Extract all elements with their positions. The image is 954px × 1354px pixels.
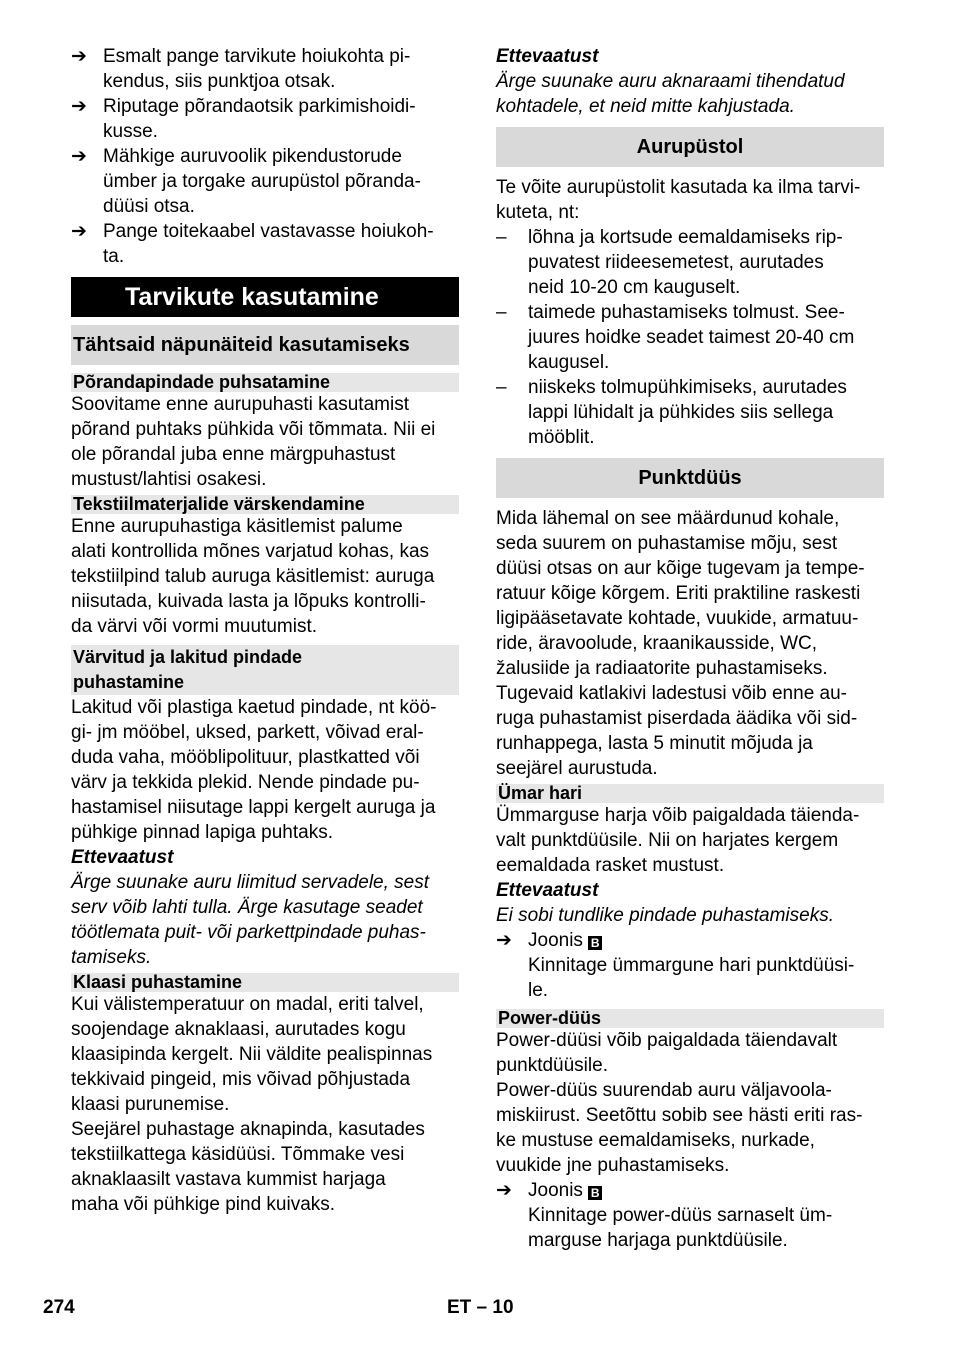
list-item-text: taimede puhastamiseks tolmust. See- juures hoidke seadet taimest 20-40 cm kaugusel. (528, 302, 855, 373)
right-column (496, 44, 884, 1253)
bullet-text: Riputage põrandaotsik parkimishoidi- kusse. (103, 96, 416, 142)
arrow-right-icon: ➔ (496, 1180, 512, 1201)
textile-paragraph: Enne aurupuhastiga käsitlemist palume alati kontrollida mõnes varjatud kohas, kas tekstiilpind talub auruga käsitlemist: auruga niisutada, kuivada lasta ja lõpuks kontrolli- da värvi või vormi muutumist. (71, 516, 435, 637)
painted-paragraph: Lakitud või plastiga kaetud pindade, nt köö- gi- jm mööbel, uksed, parkett, võivad eral- duda vaha, mööblipolituur, plastkatted või värv ja tekkida plekid. Nende pindade pu- hastamisel niisutage lappi kergelt auruga ja pühkige pinnad lapiga puhtaks. (71, 697, 437, 843)
list-item (496, 225, 884, 300)
bullet-text: Esmalt pange tarvikute hoiukohta pi- kendus, siis punktjoa otsak. (103, 46, 411, 92)
section-heading-nozzle: Punktdüüs (496, 458, 884, 498)
brush-paragraph: Ümmarguse harja võib paigaldada täienda- valt punktdüüsile. Nii on harjates kergem eemaldada rasket mustust. (496, 805, 860, 876)
list-item (496, 375, 884, 450)
figure-letter-badge: B (588, 1186, 602, 1200)
caution-label: Ettevaatust (496, 46, 599, 67)
list-item-text: niiskeks tolmupühkimiseks, aurutades lappi lühidalt ja pühkides siis sellega mööblit. (528, 377, 847, 448)
bullet-text: Pange toitekaabel vastavasse hoiukoh- ta. (103, 221, 434, 267)
glass-paragraph-1: Kui välistemperatuur on madal, eriti talvel, soojendage aknaklaasi, aurutades kogu klaasipinda kergelt. Nii väldite pealispinnas tekkivaid pingeid, mis võivad põhjustada klaasi purunemise. (71, 994, 433, 1115)
figure-step (496, 1178, 884, 1253)
caution-label: Ettevaatust (71, 847, 174, 868)
floor-paragraph: Soovitame enne aurupuhasti kasutamist põrand puhtaks pühkida või tõmmata. Nii ei ole põrandal juba enne märgpuhastust mustust/lahtisi osakesi. (71, 394, 436, 490)
subheading-glass: Klaasi puhastamine (71, 973, 459, 992)
dash-icon: – (496, 302, 507, 323)
figure-step (496, 928, 884, 1003)
bullet-item (71, 94, 459, 144)
subheading-textile: Tekstiilmaterjalide värskendamine (71, 495, 459, 514)
subheading-brush: Ümar hari (496, 784, 884, 803)
section-heading: Tähtsaid näpunäiteid kasutamiseks (71, 325, 459, 365)
arrow-right-icon: ➔ (71, 96, 87, 117)
dash-icon: – (496, 227, 507, 248)
bullet-item (71, 44, 459, 94)
arrow-right-icon: ➔ (71, 46, 87, 67)
list-item (496, 300, 884, 375)
bullet-item (71, 144, 459, 219)
figure-letter-badge: B (588, 936, 602, 950)
arrow-right-icon: ➔ (71, 221, 87, 242)
left-column (71, 44, 459, 1217)
pistol-intro: Te võite aurupüstolit kasutada ka ilma tarvi- kuteta, nt: (496, 177, 861, 223)
dash-icon: – (496, 377, 507, 398)
power-paragraph-2: Power-düüs suurendab auru väljavoola- miskiirust. Seetõttu sobib see hästi eriti ras- ke mustuse eemaldamiseks, nurkade, vuukide jne puhastamiseks. (496, 1080, 863, 1176)
figure-reference: Joonis B (528, 928, 884, 953)
list-item-text: lõhna ja kortsude eemaldamiseks rip- puvatest riideesemetest, aurutades neid 10-20 cm kauguselt. (528, 227, 843, 298)
arrow-right-icon: ➔ (496, 930, 512, 951)
subheading-painted: Värvitud ja lakitud pindade puhastamine (71, 645, 459, 695)
nozzle-paragraph: Mida lähemal on see määrdunud kohale, seda suurem on puhastamise mõju, sest düüsi otsas on aur kõige tugevam ja tempe- ratuur kõige kõrgem. Eriti praktiline raskesti ligipääsetavate kohtade, vuukide, armatuu- ride, äravoolude, kraanikausside, WC, žalusiide ja radiaatorite puhastamiseks. Tugevaid katlakivi ladestusi võib enne au- ruga puhastamist piserdada äädika või sid- runhappega, lasta 5 minutit mõjuda ja seejärel aurustuda. (496, 508, 865, 779)
caution-text: Ärge suunake auru liimitud servadele, sest serv võib lahti tulla. Ärge kasutage seadet töötlemata puit- või parkettpindade puhas- tamiseks. (71, 872, 430, 968)
caution-text: Ärge suunake auru aknaraami tihendatud kohtadele, et neid mitte kahjustada. (496, 71, 845, 117)
power-paragraph-1: Power-düüsi võib paigaldada täiendavalt punktdüüsile. (496, 1030, 838, 1076)
section-heading-pistol: Aurupüstol (496, 127, 884, 167)
chapter-banner: Tarvikute kasutamine (71, 277, 459, 317)
page-label: ET – 10 (447, 1297, 514, 1318)
bullet-item (71, 219, 459, 269)
step-text: Kinnitage ümmargune hari punktdüüsi- le. (528, 955, 855, 1001)
subheading-floor: Põrandapindade puhsatamine (71, 373, 459, 392)
caution-label: Ettevaatust (496, 880, 599, 901)
step-text: Kinnitage power-düüs sarnaselt üm- marguse harjaga punktdüüsile. (528, 1205, 833, 1251)
glass-paragraph-2: Seejärel puhastage aknapinda, kasutades tekstiilkattega käsidüüsi. Tõmmake vesi aknaklaasilt vastava kummist harjaga maha või pühkige pind kuivaks. (71, 1119, 425, 1215)
page-number: 274 (43, 1297, 75, 1318)
arrow-right-icon: ➔ (71, 146, 87, 167)
bullet-text: Mähkige auruvoolik pikendustorude ümber ja torgake aurupüstol põranda- düüsi otsa. (103, 146, 421, 217)
figure-reference: Joonis B (528, 1178, 884, 1203)
subheading-power: Power-düüs (496, 1009, 884, 1028)
caution-text: Ei sobi tundlike pindade puhastamiseks. (496, 905, 834, 926)
